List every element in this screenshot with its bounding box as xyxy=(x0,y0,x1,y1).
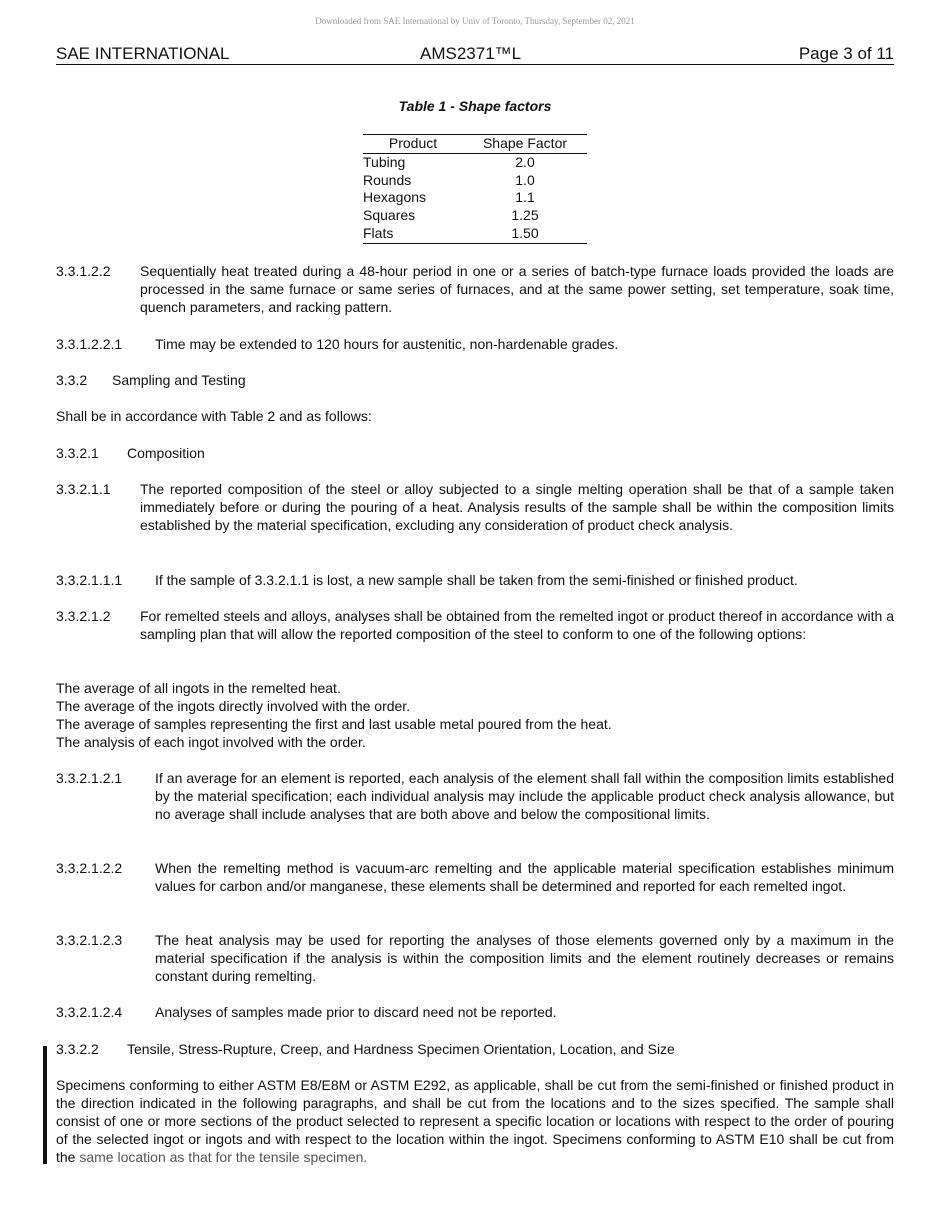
table-row xyxy=(363,172,587,190)
section-number: 3.3.2.1.2.3 xyxy=(56,932,123,948)
column-header-product: Product xyxy=(363,135,463,154)
section-text: If an average for an element is reported, each analysis of the element shall fall within the composition limits established by the material specification; each individual analysis may include the applicable product check analysis allowance, but no average shall include analyses that are both above and below the compositional limits. xyxy=(155,770,894,822)
section-text: Time may be extended to 120 hours for austenitic, non-hardenable grades. xyxy=(155,336,619,352)
section-heading: Tensile, Stress-Rupture, Creep, and Hardness Specimen Orientation, Location, and Size xyxy=(127,1041,675,1057)
section-number: 3.3.2.1.2.1 xyxy=(56,770,123,786)
revision-change-bar xyxy=(43,1046,47,1164)
product-cell: Rounds xyxy=(363,171,412,188)
section-text: If the sample of 3.3.2.1.1 is lost, a new sample shall be taken from the semi-finished or finished product. xyxy=(155,572,798,588)
section-heading: Sampling and Testing xyxy=(112,372,246,388)
section-number: 3.3.1.2.2.1 xyxy=(56,336,123,352)
shape-factor-table xyxy=(363,134,587,244)
section-number: 3.3.1.2.2 xyxy=(56,263,111,279)
section-number: 3.3.2.1.2.4 xyxy=(56,1004,123,1020)
section-text: Sequentially heat treated during a 48-hour period in one or a series of batch-type furnace loads provided the loads are processed in the same furnace or same series of furnaces, and at the same power setting, set temperature, soak time, quench parameters, and racking pattern. xyxy=(140,263,894,315)
specimen-paragraph-tail: same location as that for the tensile specimen. xyxy=(79,1149,368,1165)
intro-text: Shall be in accordance with Table 2 and as follows: xyxy=(56,408,372,424)
table-row xyxy=(363,189,587,207)
section-number: 3.3.2 xyxy=(56,372,88,388)
options-list xyxy=(56,679,894,751)
specimen-paragraph xyxy=(56,1076,894,1166)
section-heading: Composition xyxy=(127,445,205,461)
section-number: 3.3.2.1.1 xyxy=(56,481,111,497)
list-item: The analysis of each ingot involved with the order. xyxy=(56,734,366,750)
header-page-number: Page 3 of 11 xyxy=(798,44,894,63)
product-cell: Squares xyxy=(363,207,416,224)
section-text: When the remelting method is vacuum-arc remelting and the applicable material specification establishes minimum values for carbon and/or manganese, these elements shall be determined and reported for each remelted ingot. xyxy=(155,860,894,894)
section-text: Analyses of samples made prior to discard need not be reported. xyxy=(155,1004,557,1020)
table-header-row xyxy=(363,135,587,154)
table-title: Table 1 - Shape factors xyxy=(398,98,552,114)
factor-cell: 1.25 xyxy=(511,207,539,224)
section-text: The reported composition of the steel or alloy subjected to a single melting operation shall be that of a sample taken immediately before or during the pouring of a heat. Analysis results of the sample shall be within the composition limits established by the material specification, excluding any consideration of product check analysis. xyxy=(140,481,894,533)
section-number: 3.3.2.1.2.2 xyxy=(56,860,123,876)
list-item: The average of the ingots directly involved with the order. xyxy=(56,698,411,714)
list-item: The average of all ingots in the remelted heat. xyxy=(56,680,341,696)
product-cell: Hexagons xyxy=(363,189,427,206)
section-number: 3.3.2.1.1.1 xyxy=(56,572,123,588)
column-header-shape-factor: Shape Factor xyxy=(463,135,587,154)
header-org: SAE INTERNATIONAL xyxy=(56,44,230,63)
table-row xyxy=(363,225,587,243)
product-cell: Tubing xyxy=(363,153,406,170)
factor-cell: 1.0 xyxy=(515,171,535,188)
header-doc-id: AMS2371™L xyxy=(420,44,522,63)
table-row xyxy=(363,153,587,171)
section-text: The heat analysis may be used for reporting the analyses of those elements governed only by a maximum in the material specification if the analysis is within the composition limits and the element routinely decreases or remains constant during remelting. xyxy=(155,932,894,984)
factor-cell: 2.0 xyxy=(515,153,535,170)
factor-cell: 1.50 xyxy=(463,225,587,243)
section-number: 3.3.2.2 xyxy=(56,1041,99,1057)
factor-cell: 1.1 xyxy=(515,189,535,206)
table-row xyxy=(363,207,587,225)
download-notice: Downloaded from SAE International by Univ of Toronto, Thursday, September 02, 2021 xyxy=(315,16,635,26)
page-header xyxy=(56,44,894,65)
product-cell: Flats xyxy=(363,225,463,243)
section-text: For remelted steels and alloys, analyses shall be obtained from the remelted ingot or product thereof in accordance with a sampling plan that will allow the reported composition of the steel to conform to one of the following options: xyxy=(140,608,894,642)
section-number: 3.3.2.1.2 xyxy=(56,608,111,624)
specimen-paragraph-text: Specimens conforming to either ASTM E8/E8M or ASTM E292, as applicable, shall be cut from the semi-finished or finished product in the direction indicated in the following paragraphs, and shall be cut from the locations and to the sizes specified. The sample shall consist of one or more sections of the product selected to represent a specific location or locations with respect to the order of pouring of the selected ingot or ingots and with respect to the location within the ingot. Specimens conforming to ASTM E10 shall be cut from the xyxy=(56,1077,894,1165)
list-item: The average of samples representing the first and last usable metal poured from the heat. xyxy=(56,716,612,732)
section-number: 3.3.2.1 xyxy=(56,445,99,461)
